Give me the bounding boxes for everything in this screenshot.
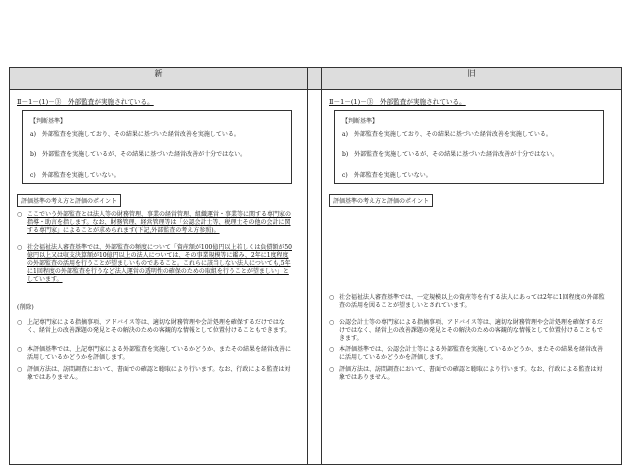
old-point-1: ○ 社会福祉法人審査基準では、一定規模以上の資産等を有する法人にあっては2年に1回程度の外部監査の活用を図ることが望ましいとされています。 <box>329 294 605 309</box>
new-section-title: 評価基準の考え方と評価のポイント <box>17 194 121 207</box>
old-criteria-box <box>334 110 604 184</box>
new-criteria-c: c) 外部監査を実施していない。 <box>30 172 120 179</box>
old-criteria-title: 【判断基準】 <box>342 118 379 125</box>
old-criteria-a: a) 外部監査を実施しており、その結果に基づいた経営改善を実施している。 <box>342 131 552 138</box>
deletion-note: (削除) <box>17 304 34 311</box>
new-heading: Ⅱ－1－(1)－③ 外部監査が実施されている。 <box>17 98 154 106</box>
new-criteria-title: 【判断基準】 <box>30 118 67 125</box>
new-column-header: 新 <box>10 68 308 90</box>
old-point-4: ○ 評価方法は、訪問調査において、書面での確認と聴取により行います。なお、行政による監査は対象ではありません。 <box>329 366 603 381</box>
old-column <box>322 90 622 465</box>
new-column <box>10 90 308 465</box>
column-gap <box>308 90 322 465</box>
new-point-4: ○ 本評価基準では、上記専門家による外部監査を実施しているかどうか、またその結果を経営改善に活用しているかどうかを評価します。 <box>17 346 292 361</box>
new-point-1: ○ ここでいう外部監査とは法人等の財務管理、事業の経営管理、組織運営・事業等に関する専門家の指導・助言を指します。なお、財務管理、経営管理等は「公認会計士等、税理士その他の会計に関する専門家」によることが求められます(下記,外部監査の考え方参照)。 <box>17 211 292 234</box>
old-criteria-b: b) 外部監査を実施しているが、その結果に基づいた経営改善が十分ではない。 <box>342 151 559 158</box>
new-criteria-b: b) 外部監査を実施しているが、その結果に基づいた経営改善が十分ではない。 <box>30 151 247 158</box>
old-criteria-c: c) 外部監査を実施していない。 <box>342 172 432 179</box>
old-point-2: ○ 公認会計士等の専門家による指摘事項、アドバイス等は、適切な財務管理や会計処理を確保するだけではなく、経営上の改善課題の発見とその解決のための客観的な情報として位置付けることもできます。 <box>329 319 603 342</box>
new-criteria-a: a) 外部監査を実施しており、その結果に基づいた経営改善を実施している。 <box>30 131 240 138</box>
new-point-3: ○ 上記専門家による指摘事項、アドバイス等は、適切な財務管理や会計処理を確保するだけではなく、経営上の改善課題の発見とその解決のための客観的な情報として位置付けることもできます。 <box>17 319 291 334</box>
column-gap-header <box>308 68 322 90</box>
old-section-title: 評価基準の考え方と評価のポイント <box>329 194 433 207</box>
new-point-2: ○ 社会福祉法人審査基準では、外部監査の頻度について「資産額が100億円以上若しくは負債額が50億円以上又は収支決算額が10億円以上の法人については、その事業規模等に鑑み、2年に1度程度の外部監査の活用を行うことが望ましいものであること。これらに該当しない法人についても,5年に1回程度の外部監査を行うなど法人運営の透明性の確保のための取組を行うことが望ましい」としています。 <box>17 244 292 283</box>
new-criteria-box <box>22 110 292 184</box>
old-column-header: 旧 <box>322 68 622 90</box>
new-point-5: ○ 評価方法は、訪問調査において、書面での確認と聴取により行います。なお、行政による監査は対象ではありません。 <box>17 366 291 381</box>
comparison-table <box>9 67 622 465</box>
old-heading: Ⅱ－1－(1)－③ 外部監査が実施されている。 <box>329 98 466 106</box>
old-point-3: ○ 本評価基準では、公認会計士等による外部監査を実施しているかどうか、またその結果を経営改善に活用しているかどうかを評価します。 <box>329 346 604 361</box>
